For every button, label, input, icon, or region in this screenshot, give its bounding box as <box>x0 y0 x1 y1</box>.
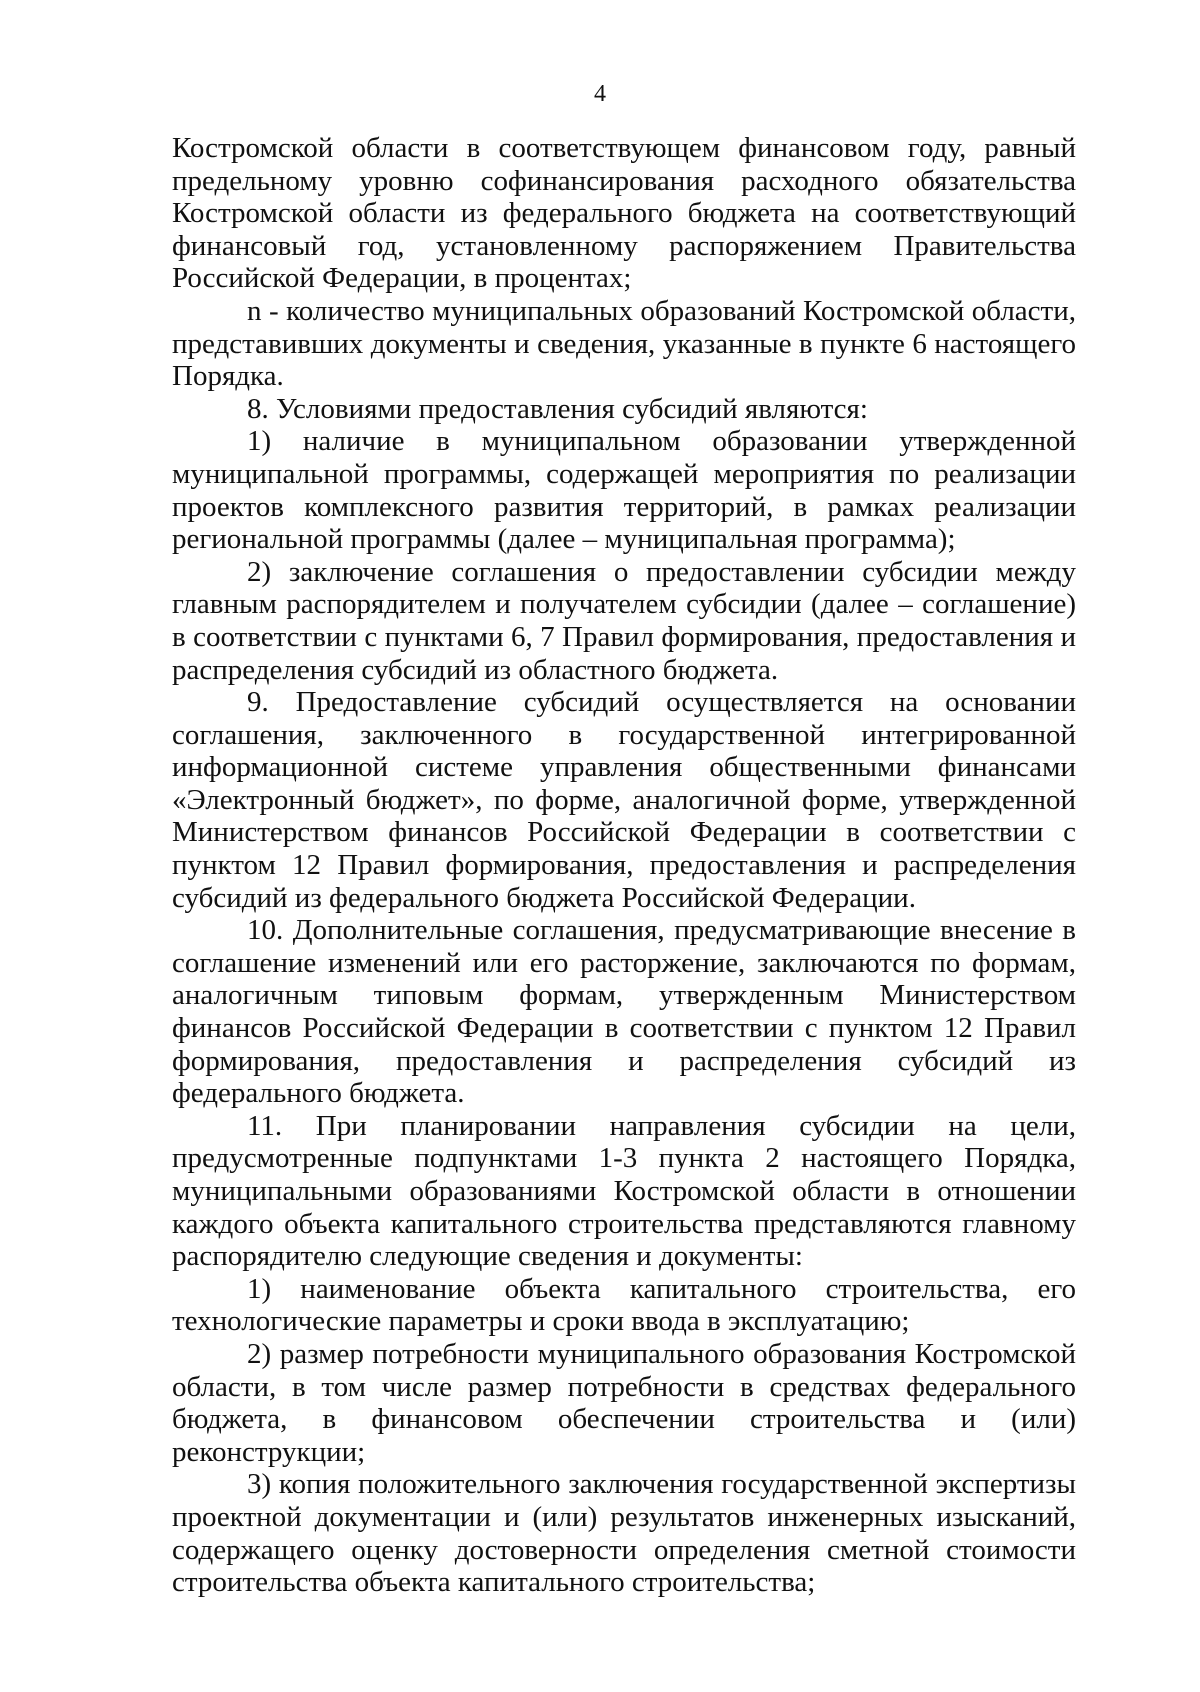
paragraph-11-2: 2) размер потребности муниципального образования Костромской области, в том числе размер потребности в средствах федерального бюджета, в финансовом обеспечении строительства и (или) реконструкции; <box>172 1337 1076 1468</box>
page-number: 4 <box>594 81 606 107</box>
paragraph-10: 10. Дополнительные соглашения, предусматривающие внесение в соглашение изменений или его расторжение, заключаются по формам, аналогичным типовым формам, утвержденным Министерством финансов Российской Федерации в соответствии с пунктом 12 Правил формирования, предоставления и распределения субсидий из федерального бюджета. <box>172 914 1076 1110</box>
paragraph-11: 11. При планировании направления субсидии на цели, предусмотренные подпунктами 1-3 пункта 2 настоящего Порядка, муниципальными образованиями Костромской области в отношении каждого объекта капитального строительства представляются главному распорядителю следующие сведения и документы: <box>172 1109 1076 1273</box>
paragraph-11-1: 1) наименование объекта капитального строительства, его технологические параметры и сроки ввода в эксплуатацию; <box>172 1272 1076 1338</box>
paragraph-continuation: Костромской области в соответствующем финансовом году, равный предельному уровню софинансирования расходного обязательства Костромской области из федерального бюджета на соответствующий финансовый год, установленному распоряжением Правительства Российской Федерации, в процентах; <box>172 132 1076 295</box>
paragraph-n-definition: n - количество муниципальных образований Костромской области, представивших документы и сведения, указанные в пункте 6 настоящего Порядка. <box>172 294 1076 393</box>
document-body <box>172 132 1076 1599</box>
paragraph-8-2: 2) заключение соглашения о предоставлении субсидии между главным распорядителем и получателем субсидии (далее – соглашение) в соответствии с пунктами 6, 7 Правил формирования, предоставления и распределения субсидий из областного бюджета. <box>172 555 1076 686</box>
paragraph-9: 9. Предоставление субсидий осуществляется на основании соглашения, заключенного в государственной интегрированной информационной системе управления общественными финансами «Электронный бюджет», по форме, аналогичной форме, утвержденной Министерством финансов Российской Федерации в соответствии с пунктом 12 Правил формирования, предоставления и распределения субсидий из федерального бюджета Российской Федерации. <box>172 686 1076 914</box>
paragraph-8: 8. Условиями предоставления субсидий являются: <box>247 392 868 425</box>
paragraph-8-1: 1) наличие в муниципальном образовании утвержденной муниципальной программы, содержащей мероприятия по реализации проектов комплексного развития территорий, в рамках реализации региональной программы (далее – муниципальная программа); <box>172 425 1076 556</box>
paragraph-11-3: 3) копия положительного заключения государственной экспертизы проектной документации и (или) результатов инженерных изысканий, содержащего оценку достоверности определения сметной стоимости строительства объекта капитального строительства; <box>172 1468 1076 1599</box>
